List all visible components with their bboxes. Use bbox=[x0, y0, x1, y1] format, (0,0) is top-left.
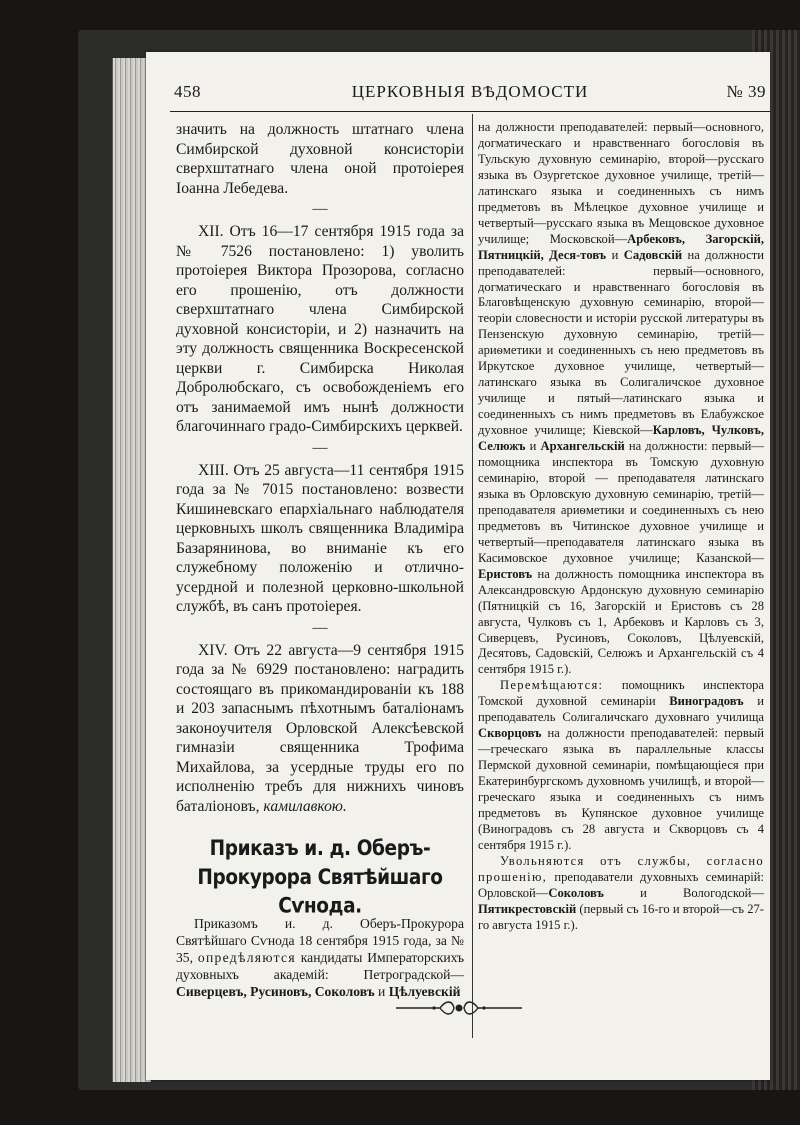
text-run: на должности преподавателей: первый—греческаго языка въ параллельные классы Пермской духовной семинаріи, помѣщающіеся при Екатеринбургскомъ духовномъ училищѣ, и второй—греческаго языка и соединенныхъ съ нимъ предметовъ въ Купянское духовное училище (Виноградовъ съ 28 августа и Скворцовъ съ 4 сентября 1915 г.). bbox=[478, 726, 764, 852]
name-run: Еристовъ bbox=[478, 566, 533, 581]
ornament-divider-icon bbox=[394, 998, 524, 1018]
right-column bbox=[478, 120, 764, 934]
order-and: и bbox=[378, 984, 386, 999]
journal-title: ЦЕРКОВНЫЯ ВѢДОМОСТИ bbox=[351, 82, 589, 101]
order-heading: Приказъ и. д. Оберъ-Прокурора Святѣйшаго Сѵнода. bbox=[197, 836, 443, 919]
text-run: и bbox=[529, 439, 537, 454]
order-mid: кандидаты Императорскихъ духовныхъ академій: Петроградской— bbox=[176, 950, 464, 982]
name-run: Пятикрестовскій bbox=[478, 901, 577, 916]
text-run: на должность помощника инспектора въ Александровскую Ардонскую духовную семинарію (Пятницкій съ 16, Загорскій и Еристовъ съ 28 августа, Чулковъ съ 1, Арбековъ и Карловъ съ 3, Сиверцевъ, Русиновъ, Соколовъ, Цѣлуевскій, Десятовъ, Садовскій, Селюжъ и Архангельскій съ 4 сентября 1915 г.). bbox=[478, 566, 764, 677]
issue-number: № 39 bbox=[726, 82, 766, 101]
award-text: камилавкою. bbox=[263, 797, 347, 815]
name-run: Карловъ, Чулковъ, Селюжъ bbox=[478, 423, 764, 454]
paragraph-continuation: значить на должность штатнаго члена Симбирской духовной консисторіи сверхштатнаго члена оной протоіерея Іоанна Лебедева. bbox=[176, 121, 464, 197]
order-paragraph bbox=[176, 915, 464, 1000]
name-run: Архангельскій bbox=[540, 439, 625, 454]
name-run: Соколовъ bbox=[548, 885, 604, 900]
transfers-paragraph bbox=[478, 678, 764, 853]
header-rule bbox=[170, 111, 770, 112]
paragraph-xiii: XIII. Отъ 25 августа—11 сентября 1915 года за № 7015 постановлено: возвести Кишиневскаго епархіальнаго наблюдателя церковныхъ школъ священника Владиміра Базарянинова, во вниманіе къ его служебному положенію и отлично-усердной и полезной церковно-школьной службѣ, въ санъ протоіерея. bbox=[176, 461, 464, 615]
paragraph-xii: XII. Отъ 16—17 сентября 1915 года за № 7526 постановлено: 1) уволить протоіерея Виктора Прозорова, согласно его прошенію, отъ должности сверхштатнаго члена Симбирской духовной консисторіи, и 2) назначить на эту должность священника Воскресенской церкви г. Симбирска Николая Добролюбскаго, съ освобожденіемъ его отъ занимаемой имъ нынѣ должности благочиннаго градо-Симбирскихъ церквей. bbox=[176, 223, 464, 435]
appointments-paragraph bbox=[478, 120, 764, 678]
text-run: помощникъ инспектора Томской духовной семинаріи bbox=[478, 678, 764, 709]
text-run: на должности: первый—помощника инспектора въ Томскую духовную семинарію, второй — преподавателя латинскаго языка въ Орловскую духовную семинарію, третій—преподавателя ариѳметики и соединенныхъ съ нею предметовъ въ Читинское духовное училище и четвертый—преподавателя латинскаго языка въ Касимовское духовное училище; Казанской— bbox=[478, 439, 764, 565]
separator-dash: — bbox=[312, 439, 328, 456]
page-number: 458 bbox=[174, 82, 201, 101]
text-run: и Вологодской— bbox=[640, 885, 764, 900]
name-run: Садовскій bbox=[623, 247, 683, 262]
order-verb: опредѣляются bbox=[197, 950, 296, 965]
book-page bbox=[146, 52, 770, 1080]
text-run: и преподаватель Солигаличскаго духовнаго училища bbox=[478, 694, 764, 725]
order-names: Сиверцевъ, Русиновъ, Соколовъ bbox=[176, 984, 375, 999]
text-run: и bbox=[611, 247, 619, 262]
order-last-name: Цѣлуевскій bbox=[388, 984, 461, 999]
dismissals-paragraph bbox=[478, 854, 764, 934]
text-run: на должности преподавателей: первый—основного, догматическаго и нравственнаго богословія въ Благовѣщенскую духовную семинарію, второй—теоріи словесности и исторіи русской литературы въ Пензенскую духовную семинарію, третій—ариѳметики и соединенныхъ съ нею предметовъ въ Иркутское духовное училище, четвертый—латинскаго языка въ Солигаличское духовное училище и пятый—латинскаго языка и соединенныхъ съ нимъ предметовъ въ Елабужское духовное училище; Кіевской— bbox=[478, 247, 764, 438]
separator-dash: — bbox=[312, 201, 328, 217]
order-intro: Приказомъ и. д. Оберъ-Прокурора Святѣйшаго Сѵнода 18 сентября 1915 года, за № 35, bbox=[176, 916, 464, 965]
lead-phrase: Увольняются отъ службы, согласно прошенію, bbox=[478, 853, 764, 884]
name-run: Арбековъ, Загорскій, Пятницкій, Деся-товъ bbox=[478, 231, 764, 262]
text-run: (первый съ 16-го и второй—съ 27-го августа 1915 г.). bbox=[478, 901, 764, 932]
separator-dash: — bbox=[312, 619, 328, 636]
lead-phrase: Перемѣщаются: bbox=[500, 678, 604, 693]
text-run: на должности преподавателей: первый—основного, догматическаго и нравственнаго богословія въ Тульскую духовную семинарію, второй—русскаго языка въ Озургетское духовное училище, третій—латинскаго языка и соединенныхъ съ нимъ предметовъ въ Мѣлецкое духовное училище и четвертый—русскаго языка въ Мещовское духовное училище; Московской— bbox=[478, 120, 764, 246]
column-rule bbox=[472, 114, 473, 1038]
name-run: Виноградовъ bbox=[669, 694, 744, 709]
left-column bbox=[176, 120, 464, 1000]
paragraph-xiv-text: XIV. Отъ 22 августа—9 сентября 1915 года за № 6929 постановлено: наградить состоящаго въ прикомандированіи къ 188 и 203 запаснымъ пѣхотнымъ баталіонамъ законоучителя Орловской Алексѣевской гимназіи священника Трофима Михайлова, за усердные труды его по исполненію требъ для нижнихъ чиновъ баталіоновъ, bbox=[176, 641, 464, 815]
name-run: Скворцовъ bbox=[478, 726, 542, 741]
running-header bbox=[174, 82, 766, 106]
paragraph-xiv bbox=[176, 641, 464, 817]
text-run: преподаватели духовныхъ семинарій: Орловской— bbox=[478, 869, 764, 900]
